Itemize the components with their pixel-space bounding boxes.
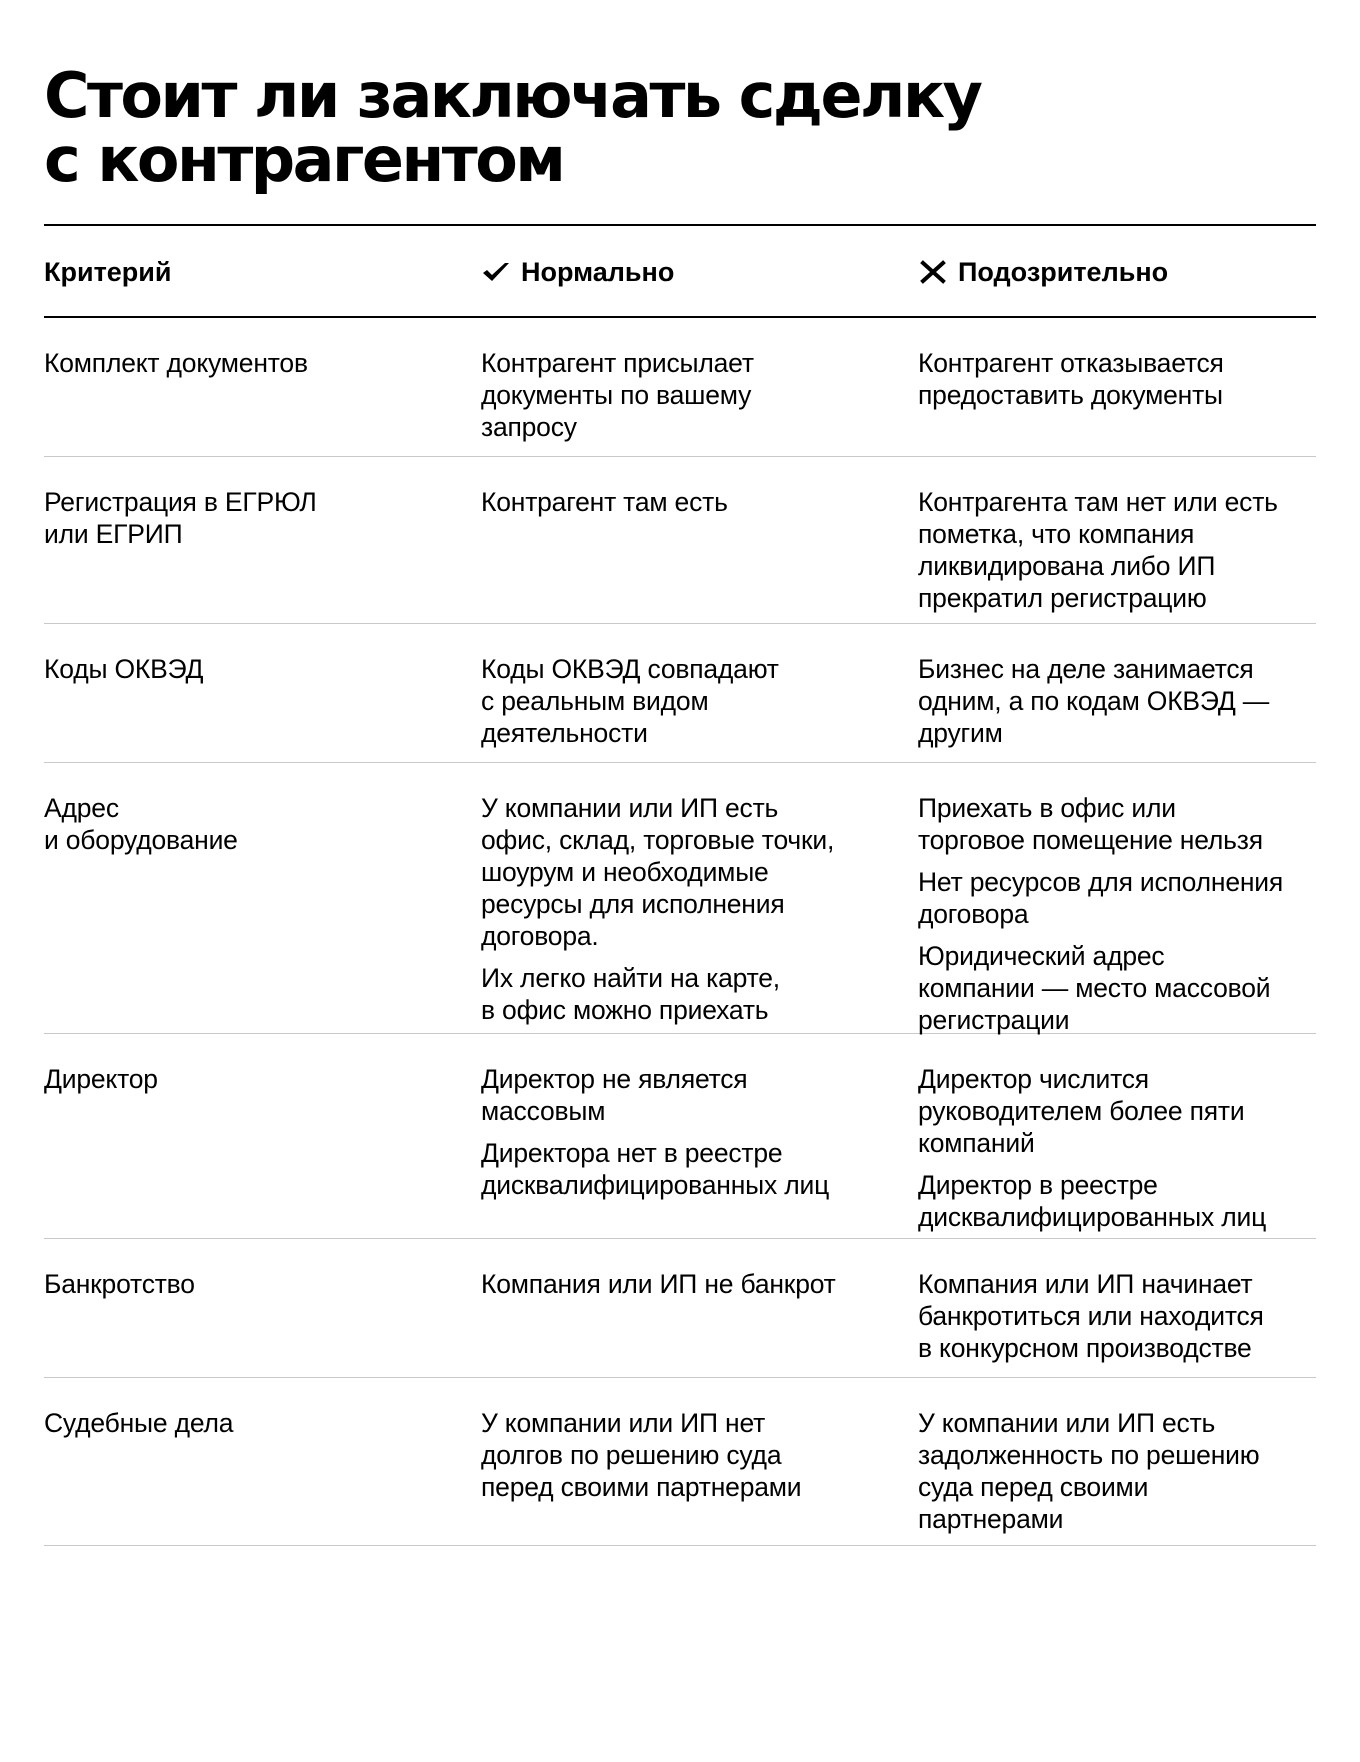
cell-line: в офис можно приехать [481, 995, 769, 1025]
table-row [44, 1378, 1316, 1546]
cell-paragraph [918, 347, 1316, 411]
cell-line: массовым [481, 1096, 606, 1126]
cell-line: деятельности [481, 718, 648, 748]
cell-line: Контрагент присылает [481, 348, 754, 378]
cell-line: в конкурсном производстве [918, 1333, 1252, 1363]
cell-line: Бизнес на деле занимается [918, 654, 1254, 684]
cell-line: Комплект документов [44, 348, 308, 378]
cell-paragraph [481, 962, 904, 1026]
cell-line: задолженность по решению [918, 1440, 1260, 1470]
cell-paragraph [918, 486, 1316, 614]
cell-criterion [44, 1034, 481, 1238]
cell-line: Директор не является [481, 1064, 748, 1094]
page [44, 0, 1316, 1534]
cell-paragraph [918, 792, 1316, 856]
cell-paragraph [481, 1137, 904, 1201]
cell-suspicious [918, 1034, 1316, 1238]
cell-line: банкротиться или находится [918, 1301, 1264, 1331]
cell-normal [481, 1034, 918, 1238]
cell-suspicious [918, 624, 1316, 762]
cell-line: регистрации [918, 1005, 1070, 1035]
cell-line: компаний [918, 1128, 1035, 1158]
cross-icon [918, 259, 948, 285]
cell-line: договора. [481, 921, 599, 951]
cell-paragraph [918, 1063, 1316, 1159]
cell-line: с реальным видом [481, 686, 709, 716]
cell-line: перед своими партнерами [481, 1472, 802, 1502]
cell-line: Контрагента там нет или есть [918, 487, 1278, 517]
cell-normal [481, 1378, 918, 1545]
cell-line: партнерами [918, 1504, 1064, 1534]
cell-paragraph [918, 940, 1316, 1036]
cell-line: и оборудование [44, 825, 238, 855]
cell-paragraph [918, 866, 1316, 930]
cell-normal [481, 763, 918, 1033]
cell-line: У компании или ИП нет [481, 1408, 766, 1438]
cell-line: договора [918, 899, 1029, 929]
cell-line: Приехать в офис или [918, 793, 1176, 823]
table-row [44, 1239, 1316, 1378]
cell-paragraph [918, 653, 1316, 749]
cell-line: ликвидирована либо ИП [918, 551, 1216, 581]
cell-line: компании — место массовой [918, 973, 1271, 1003]
cell-line: Директор [44, 1064, 158, 1094]
cell-paragraph [918, 1169, 1316, 1233]
cell-suspicious [918, 763, 1316, 1033]
cell-line: Банкротство [44, 1269, 195, 1299]
header-suspicious [918, 256, 1168, 288]
cell-paragraph [918, 1407, 1316, 1535]
table-row [44, 318, 1316, 457]
cell-line: руководителем более пяти [918, 1096, 1245, 1126]
cell-line: одним, а по кодам ОКВЭД — [918, 686, 1270, 716]
table-header [44, 226, 1316, 318]
cell-line: Коды ОКВЭД [44, 654, 204, 684]
table-row [44, 457, 1316, 624]
cell-line: Директор числится [918, 1064, 1149, 1094]
cell-criterion [44, 624, 481, 762]
cell-line: Регистрация в ЕГРЮЛ [44, 487, 317, 517]
cell-line: суда перед своими [918, 1472, 1149, 1502]
cell-line: У компании или ИП есть [481, 793, 779, 823]
cell-line: прекратил регистрацию [918, 583, 1207, 613]
cell-criterion [44, 1239, 481, 1377]
cell-paragraph [481, 653, 904, 749]
cell-suspicious [918, 1378, 1316, 1545]
cell-line: Компания или ИП начинает [918, 1269, 1253, 1299]
cell-line: пометка, что компания [918, 519, 1195, 549]
cell-criterion [44, 1378, 481, 1545]
cell-criterion [44, 457, 481, 623]
cell-line: предоставить документы [918, 380, 1223, 410]
cell-paragraph [918, 1268, 1316, 1364]
cell-normal [481, 318, 918, 456]
cell-paragraph [481, 486, 904, 518]
header-normal-label: Нормально [521, 257, 675, 287]
cell-line: офис, склад, торговые точки, [481, 825, 835, 855]
header-criterion-label: Критерий [44, 257, 172, 287]
cell-criterion [44, 318, 481, 456]
cell-line: Юридический адрес [918, 941, 1165, 971]
cell-line: или ЕГРИП [44, 519, 183, 549]
cell-line: документы по вашему [481, 380, 752, 410]
table-body [44, 318, 1316, 1546]
cell-suspicious [918, 457, 1316, 623]
cell-line: шоурум и необходимые [481, 857, 769, 887]
cell-paragraph [481, 347, 904, 443]
cell-line: ресурсы для исполнения [481, 889, 785, 919]
table-row [44, 763, 1316, 1034]
cell-normal [481, 457, 918, 623]
cell-line: Их легко найти на карте, [481, 963, 780, 993]
cell-line: Директора нет в реестре [481, 1138, 783, 1168]
cell-suspicious [918, 318, 1316, 456]
cell-criterion [44, 763, 481, 1033]
cell-line: долгов по решению суда [481, 1440, 782, 1470]
cell-suspicious [918, 1239, 1316, 1377]
cell-line: Судебные дела [44, 1408, 234, 1438]
page-title [44, 0, 1044, 196]
table-row [44, 624, 1316, 763]
cell-line: Контрагент отказывается [918, 348, 1224, 378]
cell-paragraph [481, 1407, 904, 1503]
cell-line: дисквалифицированных лиц [918, 1202, 1267, 1232]
cell-line: У компании или ИП есть [918, 1408, 1216, 1438]
check-icon [481, 259, 511, 285]
cell-line: Коды ОКВЭД совпадают [481, 654, 779, 684]
cell-line: Компания или ИП не банкрот [481, 1269, 836, 1299]
cell-line: другим [918, 718, 1003, 748]
cell-line: Контрагент там есть [481, 487, 728, 517]
cell-paragraph [481, 792, 904, 952]
page-title-line-2: с контрагентом [44, 123, 564, 196]
cell-line: Директор в реестре [918, 1170, 1158, 1200]
header-criterion [44, 256, 172, 288]
cell-line: Адрес [44, 793, 119, 823]
cell-line: торговое помещение нельзя [918, 825, 1263, 855]
header-normal [481, 256, 674, 288]
page-title-line-1: Стоит ли заключать сделку [44, 59, 981, 132]
cell-line: дисквалифицированных лиц [481, 1170, 830, 1200]
cell-paragraph [481, 1063, 904, 1127]
cell-line: Нет ресурсов для исполнения [918, 867, 1284, 897]
cell-line: запросу [481, 412, 577, 442]
header-suspicious-label: Подозрительно [958, 257, 1169, 287]
cell-normal [481, 1239, 918, 1377]
cell-normal [481, 624, 918, 762]
cell-paragraph [481, 1268, 904, 1300]
table-row [44, 1034, 1316, 1239]
